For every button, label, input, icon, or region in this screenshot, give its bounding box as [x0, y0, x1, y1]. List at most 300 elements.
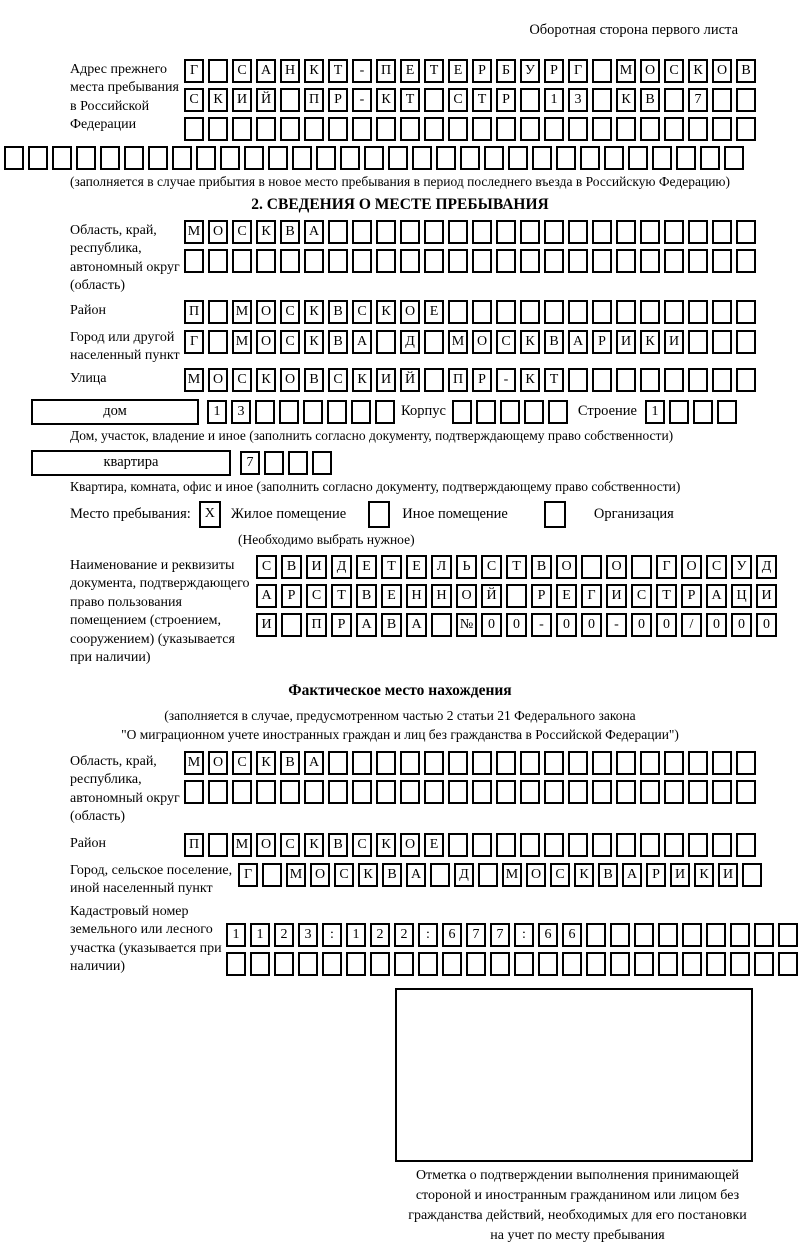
- char-cell[interactable]: [616, 249, 636, 273]
- char-cell[interactable]: [298, 952, 318, 976]
- char-cell[interactable]: Г: [184, 59, 204, 83]
- char-cell[interactable]: Е: [381, 584, 402, 608]
- char-cell[interactable]: С: [232, 751, 252, 775]
- char-cell[interactable]: [424, 780, 444, 804]
- char-cell[interactable]: [472, 300, 492, 324]
- char-cell[interactable]: [442, 952, 462, 976]
- char-cell[interactable]: [431, 613, 452, 637]
- char-cell[interactable]: О: [681, 555, 702, 579]
- char-cell[interactable]: С: [184, 88, 204, 112]
- char-cell[interactable]: [496, 249, 516, 273]
- char-cell[interactable]: О: [456, 584, 477, 608]
- char-cell[interactable]: [688, 833, 708, 857]
- char-cell[interactable]: [580, 146, 600, 170]
- char-cell[interactable]: А: [622, 863, 642, 887]
- char-cell[interactable]: [262, 863, 282, 887]
- char-cell[interactable]: [208, 780, 228, 804]
- char-cell[interactable]: В: [598, 863, 618, 887]
- char-cell[interactable]: [376, 117, 396, 141]
- char-cell[interactable]: [370, 952, 390, 976]
- char-cell[interactable]: С: [481, 555, 502, 579]
- char-cell[interactable]: Т: [506, 555, 527, 579]
- char-cell[interactable]: [544, 300, 564, 324]
- char-cell[interactable]: Т: [424, 59, 444, 83]
- char-cell[interactable]: [736, 300, 756, 324]
- char-cell[interactable]: [730, 952, 750, 976]
- char-cell[interactable]: [640, 833, 660, 857]
- char-cell[interactable]: [682, 952, 702, 976]
- char-cell[interactable]: [226, 952, 246, 976]
- char-cell[interactable]: 1: [226, 923, 246, 947]
- char-cell[interactable]: [640, 117, 660, 141]
- house-type-box[interactable]: дом: [31, 399, 199, 425]
- char-cell[interactable]: А: [356, 613, 377, 637]
- char-cell[interactable]: :: [514, 923, 534, 947]
- char-cell[interactable]: С: [280, 330, 300, 354]
- char-cell[interactable]: [496, 117, 516, 141]
- char-cell[interactable]: [688, 330, 708, 354]
- char-cell[interactable]: [376, 220, 396, 244]
- char-cell[interactable]: [700, 146, 720, 170]
- char-cell[interactable]: [754, 952, 774, 976]
- char-cell[interactable]: К: [376, 300, 396, 324]
- char-cell[interactable]: Й: [400, 368, 420, 392]
- char-cell[interactable]: [400, 117, 420, 141]
- char-cell[interactable]: [172, 146, 192, 170]
- char-cell[interactable]: С: [232, 220, 252, 244]
- char-cell[interactable]: Н: [280, 59, 300, 83]
- char-cell[interactable]: И: [616, 330, 636, 354]
- char-cell[interactable]: [364, 146, 384, 170]
- char-cell[interactable]: [340, 146, 360, 170]
- char-cell[interactable]: [592, 833, 612, 857]
- char-cell[interactable]: [610, 952, 630, 976]
- char-cell[interactable]: [544, 751, 564, 775]
- char-cell[interactable]: Е: [406, 555, 427, 579]
- char-cell[interactable]: О: [640, 59, 660, 83]
- char-cell[interactable]: Р: [472, 368, 492, 392]
- char-cell[interactable]: [538, 952, 558, 976]
- char-cell[interactable]: [327, 400, 347, 424]
- char-cell[interactable]: [351, 400, 371, 424]
- char-cell[interactable]: [430, 863, 450, 887]
- char-cell[interactable]: О: [526, 863, 546, 887]
- char-cell[interactable]: Д: [400, 330, 420, 354]
- char-cell[interactable]: [412, 146, 432, 170]
- char-cell[interactable]: М: [448, 330, 468, 354]
- char-cell[interactable]: [712, 780, 732, 804]
- char-cell[interactable]: [736, 330, 756, 354]
- char-cell[interactable]: [256, 117, 276, 141]
- char-cell[interactable]: [280, 780, 300, 804]
- char-cell[interactable]: О: [556, 555, 577, 579]
- char-cell[interactable]: С: [352, 300, 372, 324]
- char-cell[interactable]: 1: [250, 923, 270, 947]
- char-cell[interactable]: [232, 780, 252, 804]
- char-cell[interactable]: О: [400, 300, 420, 324]
- char-cell[interactable]: [394, 952, 414, 976]
- char-cell[interactable]: В: [280, 220, 300, 244]
- char-cell[interactable]: [712, 368, 732, 392]
- char-cell[interactable]: [280, 88, 300, 112]
- char-cell[interactable]: [466, 952, 486, 976]
- char-cell[interactable]: [448, 751, 468, 775]
- char-cell[interactable]: [514, 952, 534, 976]
- char-cell[interactable]: [400, 780, 420, 804]
- apartment-type-box[interactable]: квартира: [31, 450, 231, 476]
- char-cell[interactable]: -: [531, 613, 552, 637]
- char-cell[interactable]: М: [184, 220, 204, 244]
- char-cell[interactable]: [255, 400, 275, 424]
- char-cell[interactable]: [424, 249, 444, 273]
- char-cell[interactable]: [736, 88, 756, 112]
- char-cell[interactable]: [669, 400, 689, 424]
- char-cell[interactable]: Г: [581, 584, 602, 608]
- checkbox-organizatsia[interactable]: [544, 501, 566, 528]
- char-cell[interactable]: [304, 117, 324, 141]
- char-cell[interactable]: С: [664, 59, 684, 83]
- char-cell[interactable]: [736, 780, 756, 804]
- char-cell[interactable]: Г: [568, 59, 588, 83]
- char-cell[interactable]: [640, 780, 660, 804]
- char-cell[interactable]: 0: [581, 613, 602, 637]
- char-cell[interactable]: [736, 751, 756, 775]
- char-cell[interactable]: В: [328, 330, 348, 354]
- char-cell[interactable]: И: [232, 88, 252, 112]
- char-cell[interactable]: Р: [281, 584, 302, 608]
- char-cell[interactable]: [424, 117, 444, 141]
- char-cell[interactable]: К: [304, 59, 324, 83]
- char-cell[interactable]: 3: [231, 400, 251, 424]
- checkbox-zhiloe[interactable]: X: [199, 501, 221, 528]
- char-cell[interactable]: [610, 923, 630, 947]
- char-cell[interactable]: [712, 88, 732, 112]
- char-cell[interactable]: П: [304, 88, 324, 112]
- char-cell[interactable]: /: [681, 613, 702, 637]
- char-cell[interactable]: С: [334, 863, 354, 887]
- char-cell[interactable]: К: [694, 863, 714, 887]
- char-cell[interactable]: [592, 249, 612, 273]
- char-cell[interactable]: [316, 146, 336, 170]
- char-cell[interactable]: О: [208, 751, 228, 775]
- char-cell[interactable]: [448, 780, 468, 804]
- char-cell[interactable]: [688, 751, 708, 775]
- char-cell[interactable]: [754, 923, 774, 947]
- char-cell[interactable]: М: [502, 863, 522, 887]
- char-cell[interactable]: [532, 146, 552, 170]
- char-cell[interactable]: С: [352, 833, 372, 857]
- char-cell[interactable]: [586, 952, 606, 976]
- char-cell[interactable]: [652, 146, 672, 170]
- char-cell[interactable]: [448, 249, 468, 273]
- char-cell[interactable]: [232, 249, 252, 273]
- char-cell[interactable]: [592, 300, 612, 324]
- char-cell[interactable]: [712, 117, 732, 141]
- char-cell[interactable]: -: [496, 368, 516, 392]
- char-cell[interactable]: [28, 146, 48, 170]
- char-cell[interactable]: 7: [240, 451, 260, 475]
- char-cell[interactable]: [375, 400, 395, 424]
- char-cell[interactable]: [424, 751, 444, 775]
- char-cell[interactable]: [268, 146, 288, 170]
- char-cell[interactable]: [476, 400, 496, 424]
- char-cell[interactable]: 1: [207, 400, 227, 424]
- char-cell[interactable]: И: [256, 613, 277, 637]
- char-cell[interactable]: [568, 300, 588, 324]
- char-cell[interactable]: П: [376, 59, 396, 83]
- char-cell[interactable]: К: [520, 368, 540, 392]
- char-cell[interactable]: [616, 220, 636, 244]
- char-cell[interactable]: [544, 833, 564, 857]
- char-cell[interactable]: [524, 400, 544, 424]
- char-cell[interactable]: Л: [431, 555, 452, 579]
- char-cell[interactable]: П: [448, 368, 468, 392]
- char-cell[interactable]: Т: [331, 584, 352, 608]
- char-cell[interactable]: 6: [442, 923, 462, 947]
- char-cell[interactable]: [592, 59, 612, 83]
- char-cell[interactable]: [418, 952, 438, 976]
- char-cell[interactable]: Е: [400, 59, 420, 83]
- char-cell[interactable]: Н: [431, 584, 452, 608]
- char-cell[interactable]: Р: [472, 59, 492, 83]
- char-cell[interactable]: [388, 146, 408, 170]
- char-cell[interactable]: [664, 368, 684, 392]
- char-cell[interactable]: [124, 146, 144, 170]
- char-cell[interactable]: [328, 780, 348, 804]
- char-cell[interactable]: [664, 751, 684, 775]
- char-cell[interactable]: [250, 952, 270, 976]
- char-cell[interactable]: О: [208, 368, 228, 392]
- char-cell[interactable]: [312, 451, 332, 475]
- char-cell[interactable]: Ц: [731, 584, 752, 608]
- char-cell[interactable]: [581, 555, 602, 579]
- char-cell[interactable]: А: [352, 330, 372, 354]
- char-cell[interactable]: Д: [331, 555, 352, 579]
- char-cell[interactable]: Д: [454, 863, 474, 887]
- char-cell[interactable]: К: [520, 330, 540, 354]
- char-cell[interactable]: [631, 555, 652, 579]
- char-cell[interactable]: К: [256, 751, 276, 775]
- char-cell[interactable]: Д: [756, 555, 777, 579]
- char-cell[interactable]: [448, 833, 468, 857]
- char-cell[interactable]: [736, 368, 756, 392]
- char-cell[interactable]: В: [382, 863, 402, 887]
- char-cell[interactable]: О: [606, 555, 627, 579]
- char-cell[interactable]: [742, 863, 762, 887]
- char-cell[interactable]: [712, 833, 732, 857]
- char-cell[interactable]: В: [304, 368, 324, 392]
- char-cell[interactable]: [616, 117, 636, 141]
- char-cell[interactable]: [279, 400, 299, 424]
- char-cell[interactable]: [352, 249, 372, 273]
- checkbox-inoe[interactable]: [368, 501, 390, 528]
- char-cell[interactable]: [664, 833, 684, 857]
- char-cell[interactable]: [682, 923, 702, 947]
- char-cell[interactable]: [688, 300, 708, 324]
- char-cell[interactable]: 1: [544, 88, 564, 112]
- char-cell[interactable]: [688, 117, 708, 141]
- char-cell[interactable]: -: [352, 59, 372, 83]
- char-cell[interactable]: [693, 400, 713, 424]
- char-cell[interactable]: [264, 451, 284, 475]
- char-cell[interactable]: И: [376, 368, 396, 392]
- char-cell[interactable]: Г: [184, 330, 204, 354]
- char-cell[interactable]: 0: [706, 613, 727, 637]
- char-cell[interactable]: В: [736, 59, 756, 83]
- char-cell[interactable]: У: [520, 59, 540, 83]
- char-cell[interactable]: [616, 780, 636, 804]
- char-cell[interactable]: [496, 780, 516, 804]
- char-cell[interactable]: П: [184, 833, 204, 857]
- char-cell[interactable]: [544, 780, 564, 804]
- char-cell[interactable]: М: [232, 330, 252, 354]
- char-cell[interactable]: [424, 368, 444, 392]
- char-cell[interactable]: [736, 220, 756, 244]
- char-cell[interactable]: А: [568, 330, 588, 354]
- char-cell[interactable]: [424, 220, 444, 244]
- char-cell[interactable]: Р: [531, 584, 552, 608]
- char-cell[interactable]: [400, 220, 420, 244]
- char-cell[interactable]: [280, 117, 300, 141]
- char-cell[interactable]: Е: [556, 584, 577, 608]
- char-cell[interactable]: [472, 117, 492, 141]
- char-cell[interactable]: [281, 613, 302, 637]
- char-cell[interactable]: 6: [562, 923, 582, 947]
- char-cell[interactable]: А: [304, 751, 324, 775]
- char-cell[interactable]: [280, 249, 300, 273]
- char-cell[interactable]: [496, 833, 516, 857]
- char-cell[interactable]: О: [310, 863, 330, 887]
- char-cell[interactable]: В: [280, 751, 300, 775]
- char-cell[interactable]: [376, 330, 396, 354]
- char-cell[interactable]: Й: [481, 584, 502, 608]
- char-cell[interactable]: И: [606, 584, 627, 608]
- char-cell[interactable]: 0: [506, 613, 527, 637]
- char-cell[interactable]: [304, 249, 324, 273]
- char-cell[interactable]: [658, 952, 678, 976]
- char-cell[interactable]: [592, 88, 612, 112]
- char-cell[interactable]: С: [706, 555, 727, 579]
- char-cell[interactable]: [616, 300, 636, 324]
- char-cell[interactable]: Е: [356, 555, 377, 579]
- char-cell[interactable]: [586, 923, 606, 947]
- char-cell[interactable]: [712, 300, 732, 324]
- char-cell[interactable]: О: [208, 220, 228, 244]
- char-cell[interactable]: [352, 220, 372, 244]
- char-cell[interactable]: 2: [394, 923, 414, 947]
- char-cell[interactable]: [592, 117, 612, 141]
- char-cell[interactable]: [208, 59, 228, 83]
- char-cell[interactable]: [424, 330, 444, 354]
- char-cell[interactable]: [400, 751, 420, 775]
- char-cell[interactable]: Б: [496, 59, 516, 83]
- char-cell[interactable]: [688, 780, 708, 804]
- char-cell[interactable]: [478, 863, 498, 887]
- char-cell[interactable]: [304, 780, 324, 804]
- char-cell[interactable]: [322, 952, 342, 976]
- char-cell[interactable]: [256, 249, 276, 273]
- char-cell[interactable]: С: [550, 863, 570, 887]
- char-cell[interactable]: М: [616, 59, 636, 83]
- char-cell[interactable]: В: [544, 330, 564, 354]
- char-cell[interactable]: -: [352, 88, 372, 112]
- char-cell[interactable]: [208, 117, 228, 141]
- char-cell[interactable]: 1: [346, 923, 366, 947]
- char-cell[interactable]: [232, 117, 252, 141]
- char-cell[interactable]: [640, 368, 660, 392]
- char-cell[interactable]: [208, 300, 228, 324]
- char-cell[interactable]: К: [616, 88, 636, 112]
- char-cell[interactable]: [352, 780, 372, 804]
- char-cell[interactable]: [706, 923, 726, 947]
- char-cell[interactable]: [664, 300, 684, 324]
- char-cell[interactable]: [400, 249, 420, 273]
- char-cell[interactable]: М: [184, 751, 204, 775]
- char-cell[interactable]: А: [256, 59, 276, 83]
- char-cell[interactable]: О: [256, 833, 276, 857]
- char-cell[interactable]: [592, 220, 612, 244]
- char-cell[interactable]: К: [304, 330, 324, 354]
- char-cell[interactable]: [208, 249, 228, 273]
- char-cell[interactable]: [328, 220, 348, 244]
- char-cell[interactable]: К: [358, 863, 378, 887]
- char-cell[interactable]: [472, 751, 492, 775]
- char-cell[interactable]: [520, 751, 540, 775]
- char-cell[interactable]: В: [328, 833, 348, 857]
- char-cell[interactable]: [328, 117, 348, 141]
- char-cell[interactable]: [496, 220, 516, 244]
- char-cell[interactable]: [352, 751, 372, 775]
- char-cell[interactable]: [688, 220, 708, 244]
- char-cell[interactable]: [664, 220, 684, 244]
- char-cell[interactable]: А: [304, 220, 324, 244]
- char-cell[interactable]: [544, 117, 564, 141]
- char-cell[interactable]: [328, 249, 348, 273]
- char-cell[interactable]: 7: [466, 923, 486, 947]
- char-cell[interactable]: [184, 249, 204, 273]
- char-cell[interactable]: [568, 780, 588, 804]
- char-cell[interactable]: С: [631, 584, 652, 608]
- char-cell[interactable]: С: [232, 59, 252, 83]
- char-cell[interactable]: [520, 220, 540, 244]
- char-cell[interactable]: [244, 146, 264, 170]
- char-cell[interactable]: [460, 146, 480, 170]
- char-cell[interactable]: [736, 833, 756, 857]
- char-cell[interactable]: [346, 952, 366, 976]
- char-cell[interactable]: [520, 833, 540, 857]
- char-cell[interactable]: А: [706, 584, 727, 608]
- char-cell[interactable]: О: [256, 300, 276, 324]
- char-cell[interactable]: [376, 751, 396, 775]
- char-cell[interactable]: Т: [328, 59, 348, 83]
- char-cell[interactable]: [76, 146, 96, 170]
- char-cell[interactable]: [184, 117, 204, 141]
- char-cell[interactable]: [4, 146, 24, 170]
- char-cell[interactable]: [616, 833, 636, 857]
- char-cell[interactable]: И: [664, 330, 684, 354]
- char-cell[interactable]: О: [712, 59, 732, 83]
- char-cell[interactable]: [712, 330, 732, 354]
- char-cell[interactable]: [616, 368, 636, 392]
- char-cell[interactable]: А: [406, 613, 427, 637]
- char-cell[interactable]: С: [280, 833, 300, 857]
- char-cell[interactable]: [303, 400, 323, 424]
- char-cell[interactable]: [736, 117, 756, 141]
- char-cell[interactable]: И: [306, 555, 327, 579]
- char-cell[interactable]: 0: [556, 613, 577, 637]
- char-cell[interactable]: [520, 780, 540, 804]
- char-cell[interactable]: [592, 780, 612, 804]
